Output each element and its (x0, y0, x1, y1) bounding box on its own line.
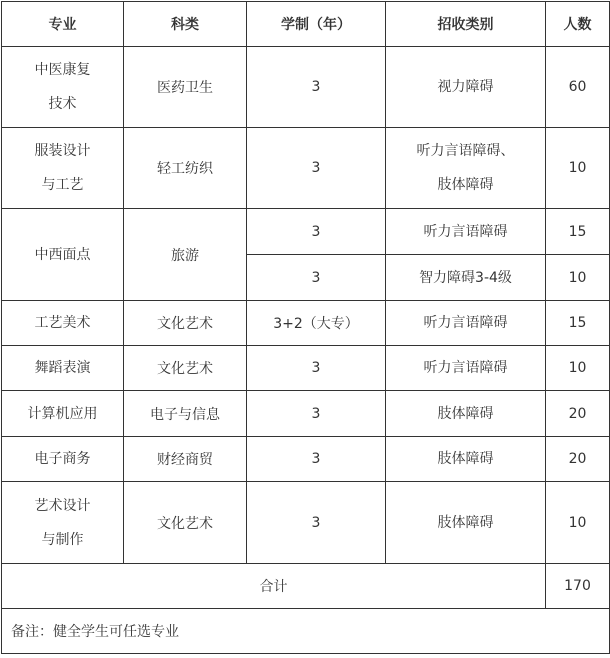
years-cell: 3 (247, 255, 386, 301)
years-cell: 3 (247, 209, 386, 255)
table-row (2, 209, 610, 255)
table-row (2, 301, 610, 346)
major-line: 舞蹈表演 (34, 360, 91, 376)
type-cell (386, 346, 546, 391)
major-line: 中医康复 (34, 62, 91, 78)
category-cell: 财经商贸 (124, 437, 247, 482)
category-cell: 医药卫生 (124, 47, 247, 128)
major-line: 技术 (48, 96, 77, 112)
table-row (2, 482, 610, 564)
type-cell (386, 255, 546, 301)
type-line: 肢体障碍 (437, 451, 494, 467)
category-cell: 文化艺术 (124, 301, 247, 346)
count-cell: 20 (546, 437, 610, 482)
major-cell (2, 346, 124, 391)
major-line: 艺术设计 (34, 497, 91, 514)
header-major: 专业 (2, 2, 124, 47)
major-line: 中西面点 (34, 246, 91, 263)
note-text: 备注：健全学生可任选专业 (2, 609, 610, 654)
enrollment-table (1, 1, 610, 654)
type-line: 肢体障碍 (437, 177, 494, 193)
type-line: 听力言语障碍、 (416, 143, 515, 159)
type-cell (386, 47, 546, 128)
count-cell: 10 (546, 255, 610, 301)
total-label: 合计 (2, 564, 546, 609)
years-cell: 3 (247, 437, 386, 482)
header-type: 招收类别 (386, 2, 546, 47)
table-row (2, 346, 610, 391)
type-line: 听力言语障碍 (423, 223, 508, 240)
major-cell (2, 437, 124, 482)
category-cell: 轻工纺织 (124, 128, 247, 209)
category-cell: 电子与信息 (124, 391, 247, 437)
type-cell (386, 391, 546, 437)
category-cell: 旅游 (124, 209, 247, 301)
table-row (2, 437, 610, 482)
major-cell (2, 47, 124, 128)
years-cell: 3 (247, 346, 386, 391)
type-line: 视力障碍 (437, 79, 494, 95)
type-cell (386, 128, 546, 209)
years-cell: 3 (247, 391, 386, 437)
major-cell (2, 128, 124, 209)
category-cell: 文化艺术 (124, 482, 247, 564)
total-value: 170 (546, 564, 610, 609)
major-line: 与制作 (41, 531, 84, 548)
type-line: 肢体障碍 (437, 405, 494, 422)
type-cell (386, 482, 546, 564)
total-row (2, 564, 610, 609)
header-years: 学制（年） (247, 2, 386, 47)
major-line: 电子商务 (34, 451, 91, 467)
major-line: 与工艺 (41, 177, 84, 193)
major-line: 计算机应用 (27, 405, 98, 422)
type-line: 听力言语障碍 (423, 360, 508, 376)
count-cell: 10 (546, 346, 610, 391)
note-row (2, 609, 610, 654)
type-cell (386, 301, 546, 346)
years-cell: 3 (247, 47, 386, 128)
type-line: 听力言语障碍 (423, 315, 508, 331)
major-cell (2, 301, 124, 346)
type-line: 智力障碍3-4级 (419, 269, 512, 286)
count-cell: 20 (546, 391, 610, 437)
header-category: 科类 (124, 2, 247, 47)
count-cell: 15 (546, 209, 610, 255)
type-cell (386, 437, 546, 482)
count-cell: 10 (546, 482, 610, 564)
count-cell: 10 (546, 128, 610, 209)
years-cell: 3 (247, 128, 386, 209)
major-cell (2, 391, 124, 437)
major-cell (2, 482, 124, 564)
count-cell: 60 (546, 47, 610, 128)
type-line: 肢体障碍 (437, 514, 494, 531)
major-line: 服装设计 (34, 143, 91, 159)
header-count: 人数 (546, 2, 610, 47)
table-row (2, 128, 610, 209)
table-header-row (2, 2, 610, 47)
years-cell: 3 (247, 482, 386, 564)
major-line: 工艺美术 (34, 315, 91, 331)
count-cell: 15 (546, 301, 610, 346)
type-cell (386, 209, 546, 255)
category-cell: 文化艺术 (124, 346, 247, 391)
years-cell: 3+2（大专） (247, 301, 386, 346)
table-row (2, 391, 610, 437)
major-cell (2, 209, 124, 301)
table-row (2, 47, 610, 128)
